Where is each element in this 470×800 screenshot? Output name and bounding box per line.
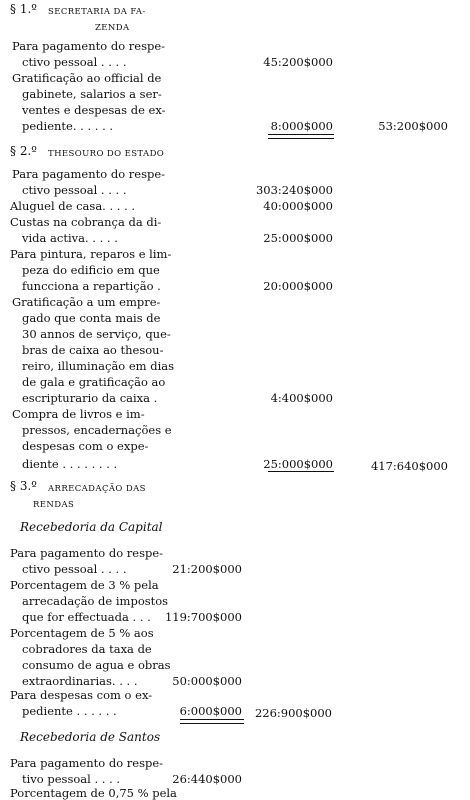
section-3-title-line1: ARRECADAÇÃO DAS [48,484,146,494]
subsection-title: Recebedoria de Santos [20,730,161,744]
amount-col1: 21:200$000 [172,562,242,576]
amount-col2: 20:000$000 [263,279,333,293]
item-line: ctivo pessoal . . . . [22,55,127,69]
item-line: Para despesas com o ex- [10,688,153,702]
item-line: Custas na cobrança da di- [10,215,162,229]
item-line: Compra de livros e im- [12,407,145,421]
item-line: Gratificação ao official de [12,71,162,85]
item-line: Para pintura, reparos e lim- [10,247,172,261]
item-line: consumo de agua e obras [22,658,171,672]
item-line: ctivo pessoal . . . . [22,562,127,576]
item-line: despesas com o expe- [22,439,149,453]
item-line: Porcentagem de 5 % aos [10,626,154,640]
amount-col3: 53:200$000 [378,119,448,133]
item-line: vida activa. . . . . [22,231,118,245]
amount-col1: 6:000$000 [179,704,242,718]
item-line: escripturario da caixa . [22,391,158,405]
item-line: de gala e gratificação ao [22,375,166,389]
amount-col1: 26:440$000 [172,772,242,786]
item-line: Para pagamento do respe- [12,39,166,53]
item-line: Porcentagem de 0,75 % pela [10,786,177,800]
item-line: Gratificação a um empre- [12,295,161,309]
amount-col2: 25:000$000 [263,231,333,245]
total-rule [268,471,334,472]
item-line: Porcentagem de 3 % pela [10,578,159,592]
amount-col2: 40:000$000 [263,199,333,213]
section-1-title-line2: ZENDA [95,23,130,33]
amount-col2: 4:400$000 [270,391,333,405]
double-rule [180,719,244,724]
item-line: extraordinarias. . . . [22,674,138,688]
item-line: pediente . . . . . . [22,704,117,718]
section-2-mark: § 2.º [10,144,37,158]
item-line: pressos, encadernações e [22,423,172,437]
double-rule [268,134,334,139]
item-line: peza do edificio em que [22,263,160,277]
item-line: Aluguel de casa. . . . . [10,199,136,213]
item-line: pediente. . . . . . [22,119,114,133]
item-line: reiro, illuminação em dias [22,359,175,373]
amount-col1: 119:700$000 [164,610,242,624]
item-line: cobradores da taxa de [22,642,152,656]
item-line: 30 annos de serviço, que- [22,327,171,341]
amount-col2: 226:900$000 [254,706,332,720]
amount-col2: 8:000$000 [270,119,333,133]
section-1-title-line1: SECRETARIA DA FA- [48,7,146,17]
section-3-mark: § 3.º [10,479,37,493]
item-line: Para pagamento do respe- [10,756,164,770]
amount-col2: 25:000$000 [263,457,333,471]
item-line: funcciona a repartição . [22,279,161,293]
item-line: gado que conta mais de [22,311,161,325]
section-2-title: THESOURO DO ESTADO [48,149,165,159]
item-line: tivo pessoal . . . . [22,772,121,786]
item-line: diente . . . . . . . . [22,457,118,471]
item-line: gabinete, salarios a ser- [22,87,162,101]
amount-col2: 303:240$000 [255,183,333,197]
section-1-mark: § 1.º [10,2,37,16]
amount-col2: 45:200$000 [263,55,333,69]
item-line: bras de caixa ao thesou- [22,343,164,357]
item-line: ctivo pessoal . . . . [22,183,127,197]
item-line: que for effectuada . . . [22,610,151,624]
item-line: arrecadação de impostos [22,594,169,608]
item-line: ventes e despesas de ex- [22,103,166,117]
subsection-title: Recebedoria da Capital [20,520,163,534]
item-line: Para pagamento do respe- [12,167,166,181]
section-3-title-line2: RENDAS [33,500,75,510]
item-line: Para pagamento do respe- [10,546,164,560]
amount-col3: 417:640$000 [370,459,448,473]
amount-col1: 50:000$000 [172,674,242,688]
